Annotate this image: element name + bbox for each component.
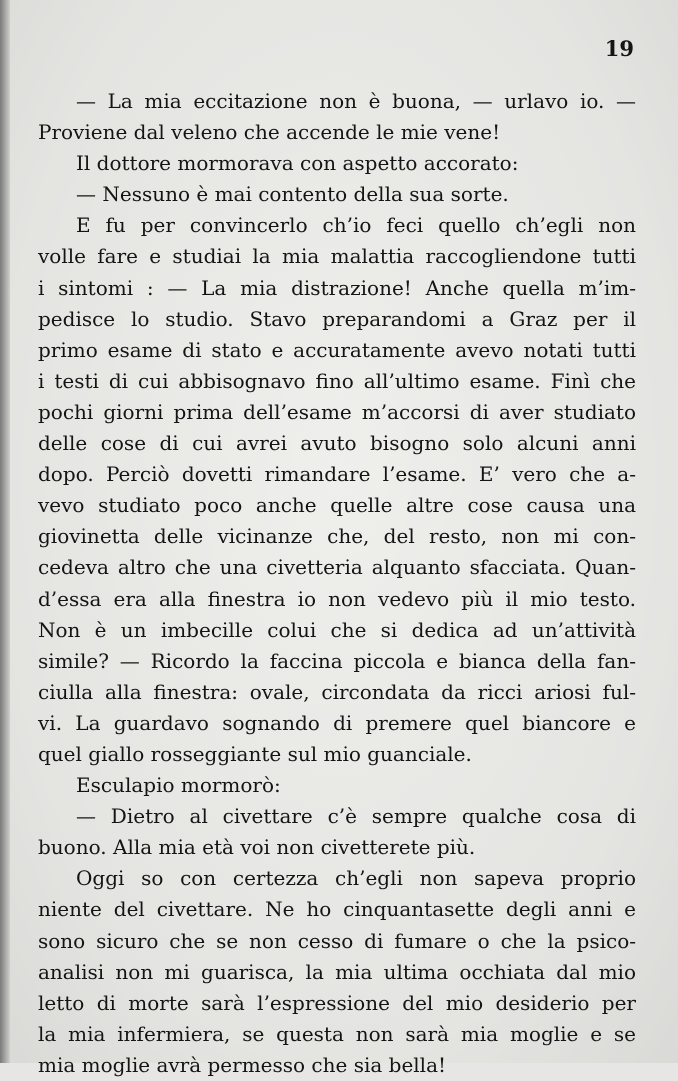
text-line: Non è un imbecille colui che si dedica ad un’attività [38,617,636,642]
text-line: buono. Alla mia età voi non civetterete più. [38,835,476,860]
text-line: dopo. Perciò dovetti rimandare l’esame. E’ vero che a- [38,462,636,487]
text-line: delle cose di cui avrei avuto bisogno solo alcuni anni [38,431,636,456]
page-gutter-shadow [0,0,10,1063]
text-line: cedeva altro che una civetteria alquanto sfacciata. Quan- [38,555,636,580]
text-line: letto di morte sarà l’espressione del mio desiderio per [38,990,636,1015]
text-line: quel giallo rosseggiante sul mio guanciale. [38,741,472,766]
text-line: la mia infermiera, se questa non sarà mia moglie e se [38,1021,636,1046]
text-line: Proviene dal veleno che accende le mie vene! [38,120,501,145]
text-line: Esculapio mormorò: [76,773,281,798]
text-line: Il dottore mormorava con aspetto accorato: [76,151,519,176]
text-line: vi. La guardavo sognando di premere quel biancore e [38,710,636,735]
text-line: simile? — Ricordo la faccina piccola e bianca della fan- [38,648,636,673]
text-line: vevo studiato poco anche quelle altre cose causa una [38,493,636,518]
text-line: primo esame di stato e accuratamente avevo notati tutti [38,337,636,362]
text-line: — La mia eccitazione non è buona, — urlavo io. — [76,89,636,113]
text-line: d’essa era alla finestra io non vedevo più il mio testo. [38,586,636,611]
text-line: sono sicuro che se non cesso di fumare o che la psico- [38,928,636,953]
text-line: analisi non mi guarisca, la mia ultima occhiata dal mio [38,959,636,984]
text-line: pedisce lo studio. Stavo preparandomi a Graz per il [38,306,636,331]
page-number: 19 [604,36,634,61]
text-line: mia moglie avrà permesso che sia bella! [38,1052,447,1077]
text-line: i testi di cui abbisognavo fino all’ultimo esame. Finì che [38,368,636,393]
text-line: pochi giorni prima dell’esame m’accorsi di aver studiato [38,399,636,424]
text-line: E fu per convincerlo ch’io feci quello ch’egli non [76,213,636,238]
text-line: giovinetta delle vicinanze che, del resto, non mi con- [38,524,636,549]
text-line: volle fare e studiai la mia malattia raccogliendone tutti [38,244,636,269]
text-line: ciulla alla finestra: ovale, circondata da ricci ariosi ful- [38,679,636,704]
body-text [38,86,636,1081]
text-line: i sintomi : — La mia distrazione! Anche quella m’im- [38,275,636,300]
text-line: — Nessuno è mai contento della sua sorte. [76,182,509,207]
text-line: — Dietro al civettare c’è sempre qualche cosa di [76,804,636,829]
text-line: Oggi so con certezza ch’egli non sapeva proprio [76,866,636,891]
text-line: niente del civettare. Ne ho cinquantasette degli anni e [38,897,636,922]
